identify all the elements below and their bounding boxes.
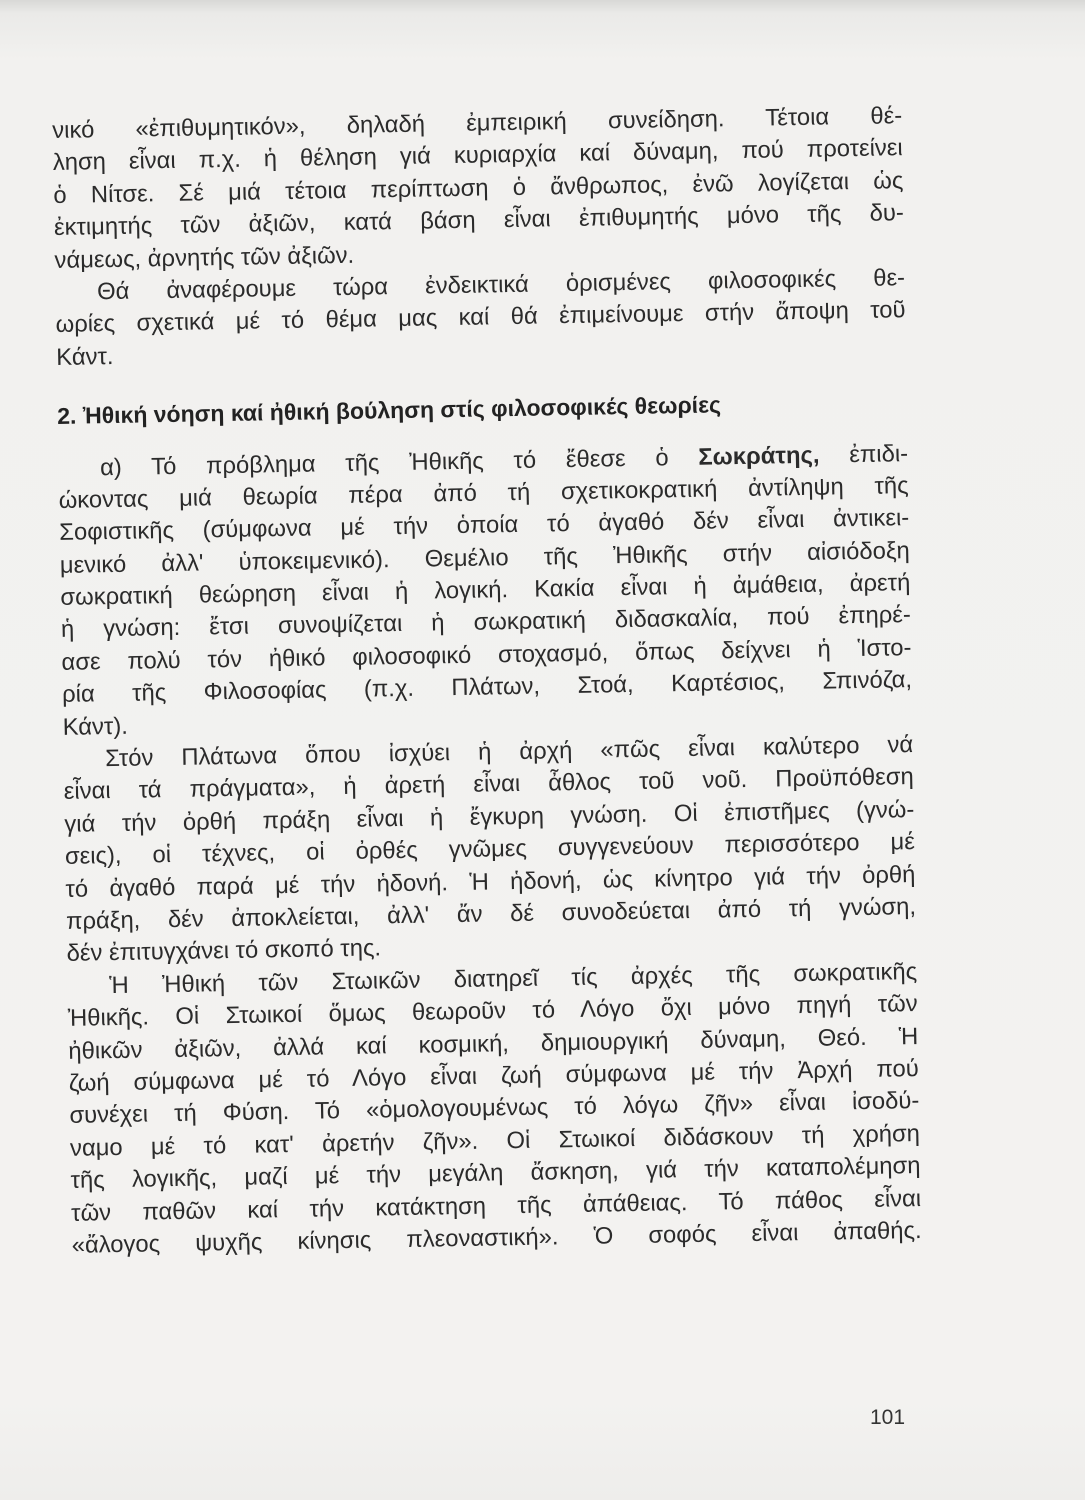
- text-line: «ἄλογος ψυχῆς κίνησις πλεοναστική». Ὁ σοφός εἶναι ἀπαθής.: [71, 1216, 922, 1259]
- text-line: Ἠθικῆς. Οἱ Στωικοί ὅμως θεωροῦν τό Λόγο ὄχι μόνο πηγή τῶν: [67, 990, 918, 1033]
- text-line: Κάντ.: [55, 342, 114, 371]
- text-line: ἐκτιμητής τῶν ἀξιῶν, κατά βάση εἶναι ἐπιθυμητής μόνο τῆς δυ-: [53, 199, 905, 242]
- text-line: συνέχει τή Φύση. Τό «ὁμολογουμένως τό λόγω ζῆν» εἶναι ἰσοδύ-: [69, 1087, 920, 1130]
- text-line: ωρίες σχετικά μέ τό θέμα μας καί θά ἐπιμείνουμε στήν ἄποψη τοῦ: [55, 296, 906, 339]
- body-text: [52, 100, 922, 1262]
- text-line: εἶναι τά πράγματα», ἡ ἀρετή εἶναι ἆθλος τοῦ νοῦ. Προϋπόθεση: [63, 763, 914, 806]
- text-line: ώκοντας μιά θεωρία πέρα ἀπό τή σχετικοκρατική ἀντίληψη τῆς: [58, 472, 909, 514]
- text-line: ληση εἶναι π.χ. ἡ θέληση γιά κυριαρχία καί δύναμη, πού προτείνει: [52, 134, 903, 177]
- text-line: Θά ἀναφέρουμε τώρα ἐνδεικτικά ὁρισμένες φιλοσοφικές θε-: [96, 264, 906, 306]
- bold-name: Σωκράτης,: [698, 441, 820, 471]
- text-line: μενικό ἀλλ' ὑποκειμενικό). Θεμέλιο τῆς Ἠθικῆς στήν αἰσιόδοξη: [59, 536, 910, 579]
- text-line: Κάντ).: [62, 712, 129, 741]
- text-line: ναμο μέ τό κατ' ἀρετήν ζῆν». Οἱ Στωικοί διδάσκουν τή χρήση: [69, 1119, 921, 1162]
- text-line: νικό «ἐπιθυμητικόν», δηλαδή ἐμπειρική συνείδηση. Τέτοια θέ-: [52, 102, 903, 144]
- text-line: ὁ Νίτσε. Σέ μιά τέτοια περίπτωση ὁ ἄνθρωπος, ἐνῶ λογίζεται ὡς: [53, 166, 904, 209]
- text-line: ἠθικῶν ἀξιῶν, ἀλλά καί κοσμική, δημιουργική δύναμη, Θεό. Ἡ: [68, 1022, 919, 1065]
- text-line: Στόν Πλάτωνα ὅπου ἰσχύει ἡ ἀρχή «πῶς εἶναι καλύτερο νά: [105, 731, 914, 773]
- text-line: Σοφιστικῆς (σύμφωνα μέ τήν ὁποία τό ἀγαθό δέν εἶναι ἀντικει-: [59, 504, 910, 547]
- text-line: πράξη, δέν ἀποκλείεται, ἀλλ' ἄν δέ συνοδεύεται ἀπό τή γνώση,: [65, 893, 917, 935]
- text-run: ἐπιδι-: [819, 439, 909, 469]
- text-line: ασε πολύ τόν ἠθικό φιλοσοφικό στοχασμό, ὅπως δείχνει ἡ Ἱστο-: [61, 633, 912, 676]
- text-line: δέν ἐπιτυγχάνει τό σκοπό της.: [66, 934, 382, 968]
- page-number: 101: [870, 1406, 906, 1429]
- text-run: α) Τό πρόβλημα τῆς Ἠθικῆς τό ἔθεσε ὁ: [99, 443, 699, 481]
- text-line: τῆς λογικῆς, μαζί μέ τήν μεγάλη ἄσκηση, γιά τήν καταπολέμηση: [70, 1152, 921, 1194]
- text-line: σεις), οἱ τέχνες, οἱ ὀρθές γνῶμες συγγενεύουν περισσότερο μέ: [64, 828, 916, 871]
- text-line: τῶν παθῶν καί τήν κατάκτηση τῆς ἀπάθειας. Τό πάθος εἶναι: [70, 1184, 922, 1227]
- text-line: σωκρατική θεώρηση εἶναι ἡ λογική. Κακία εἶναι ἡ ἀμάθεια, ἀρετή: [60, 569, 911, 612]
- text-line: τό ἀγαθό παρά μέ τήν ἡδονή. Ἡ ἡδονή, ὡς κίνητρο γιά τήν ὀρθή: [65, 860, 916, 903]
- text-line: Ἡ Ἠθική τῶν Στωικῶν διατηρεῖ τίς ἀρχές τῆς σωκρατικῆς: [108, 957, 918, 999]
- text-line: ρία τῆς Φιλοσοφίας (π.χ. Πλάτων, Στοά, Καρτέσιος, Σπινόζα,: [61, 666, 913, 709]
- section-heading: 2. Ἠθική νόηση καί ἠθική βούληση στίς φιλοσοφικές θεωρίες: [57, 391, 722, 430]
- text-line: νάμεως, ἀρνητής τῶν ἀξιῶν.: [54, 241, 355, 274]
- text-line: γιά τήν ὀρθή πράξη εἶναι ἡ ἔγκυρη γνώση. Οἱ ἐπιστῆμες (γνώ-: [64, 795, 915, 838]
- text-line: ἡ γνώση: ἔτσι συνοψίζεται ἡ σωκρατική διδασκαλία, πού ἐπηρέ-: [60, 601, 912, 644]
- page-top-shadow: [0, 0, 1085, 14]
- text-line: ζωή σύμφωνα μέ τό Λόγο εἶναι ζωή σύμφωνα μέ τήν Ἀρχή πού: [68, 1054, 920, 1097]
